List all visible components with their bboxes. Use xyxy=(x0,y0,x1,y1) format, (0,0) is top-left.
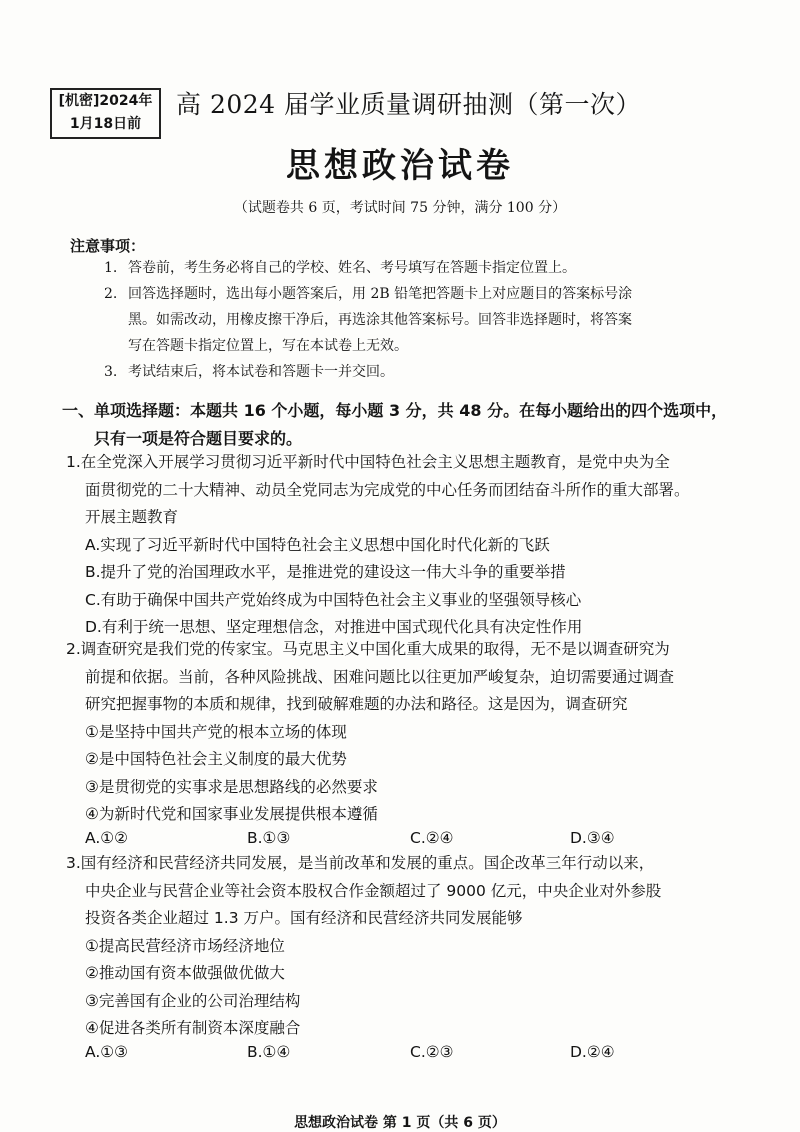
notes-heading: 注意事项： xyxy=(70,237,146,255)
q2-line: 2.调查研究是我们党的传家宝。马克思主义中国化重大成果的取得，无不是以调查研究为 xyxy=(66,640,670,658)
q1-option-c: C.有助于确保中国共产党始终成为中国特色社会主义事业的坚强领导核心 xyxy=(85,590,582,609)
question-3 xyxy=(66,850,766,1043)
q2-statement-2: ②是中国特色社会主义制度的最大优势 xyxy=(85,750,347,768)
q2-option-c: C.②④ xyxy=(410,829,454,847)
note-line: 黑。如需改动，用橡皮擦干净后，再选涂其他答案标号。回答非选择题时，将答案 xyxy=(128,312,632,328)
subject-title: 思想政治试卷 xyxy=(286,146,514,186)
q1-option-d: D.有利于统一思想、坚定理想信念，对推进中国式现代化具有决定性作用 xyxy=(85,618,583,636)
note-line: 答卷前，考生务必将自己的学校、姓名、考号填写在答题卡指定位置上。 xyxy=(128,260,576,276)
exam-title: 高 2024 届学业质量调研抽测（第一次） xyxy=(176,90,642,119)
note-item-3 xyxy=(104,359,394,385)
note-num: 3. xyxy=(104,364,118,380)
q2-option-d: D.③④ xyxy=(570,829,615,847)
q3-line: 投资各类企业超过 1.3 万户。国有经济和民营经济共同发展能够 xyxy=(85,909,523,927)
q1-line: 面贯彻党的二十大精神、动员全党同志为完成党的中心任务而团结奋斗所作的重大部署。 xyxy=(85,480,690,499)
q3-statement-1: ①提高民营经济市场经济地位 xyxy=(85,936,285,955)
q1-line: 开展主题教育 xyxy=(85,508,179,526)
confidential-stamp xyxy=(50,88,161,139)
q2-option-a: A.①② xyxy=(85,829,129,847)
q2-statement-4: ④为新时代党和国家事业发展提供根本遵循 xyxy=(85,805,378,823)
q2-line: 研究把握事物的本质和规律，找到破解难题的办法和路径。这是因为，调查研究 xyxy=(85,695,628,713)
q3-option-b: B.①④ xyxy=(247,1043,291,1061)
q3-option-a: A.①③ xyxy=(85,1043,129,1061)
page-footer: 思想政治试卷 第 1 页（共 6 页） xyxy=(294,1115,506,1131)
note-line: 考试结束后，将本试卷和答题卡一并交回。 xyxy=(128,364,394,380)
secret-line-2: 1月18日前 xyxy=(69,116,142,132)
q2-line: 前提和依据。当前，各种风险挑战、困难问题比以往更加严峻复杂，迫切需要通过调查 xyxy=(85,667,675,686)
q1-line: 1.在全党深入开展学习贯彻习近平新时代中国特色社会主义思想主题教育，是党中央为全 xyxy=(66,453,670,471)
q3-option-d: D.②④ xyxy=(570,1043,615,1061)
note-line: 写在答题卡指定位置上，写在本试卷上无效。 xyxy=(128,338,408,354)
q3-line: 3.国有经济和民营经济共同发展，是当前改革和发展的重点。国企改革三年行动以来， xyxy=(66,854,655,872)
q3-statement-2: ②推动国有资本做强做优做大 xyxy=(85,964,285,982)
question-1 xyxy=(66,449,756,642)
section-line-2: 只有一项是符合题目要求的。 xyxy=(94,429,303,448)
q3-line: 中央企业与民营企业等社会资本股权合作金额超过了 9000 亿元，中央企业对外参股 xyxy=(85,881,662,900)
paper-info: （试题卷共 6 页，考试时间 75 分钟，满分 100 分） xyxy=(233,200,567,216)
section-heading xyxy=(62,397,742,453)
q2-statement-3: ③是贯彻党的实事求是思想路线的必然要求 xyxy=(85,777,378,796)
q1-option-b: B.提升了党的治国理政水平，是推进党的建设这一伟大斗争的重要举措 xyxy=(85,563,566,581)
q1-option-a: A.实现了习近平新时代中国特色社会主义思想中国化时代化新的飞跃 xyxy=(85,535,550,554)
secret-line-1: [机密]2024年 xyxy=(58,93,153,109)
question-2 xyxy=(66,636,756,829)
note-line: 回答选择题时，选出每小题答案后，用 2B 铅笔把答题卡上对应题目的答案标号涂 xyxy=(128,286,633,302)
q2-statement-1: ①是坚持中国共产党的根本立场的体现 xyxy=(85,722,347,741)
q3-statement-4: ④促进各类所有制资本深度融合 xyxy=(85,1019,301,1037)
section-line-1: 一、单项选择题：本题共 16 个小题，每小题 3 分，共 48 分。在每小题给出的四个选项中， xyxy=(62,401,728,420)
q3-statement-3: ③完善国有企业的公司治理结构 xyxy=(85,991,301,1010)
q3-option-c: C.②③ xyxy=(410,1043,454,1061)
q2-option-b: B.①③ xyxy=(247,829,291,847)
note-num: 2. xyxy=(104,286,118,302)
note-num: 1. xyxy=(104,260,118,276)
note-item-1 xyxy=(104,255,576,281)
note-item-2 xyxy=(104,281,632,359)
